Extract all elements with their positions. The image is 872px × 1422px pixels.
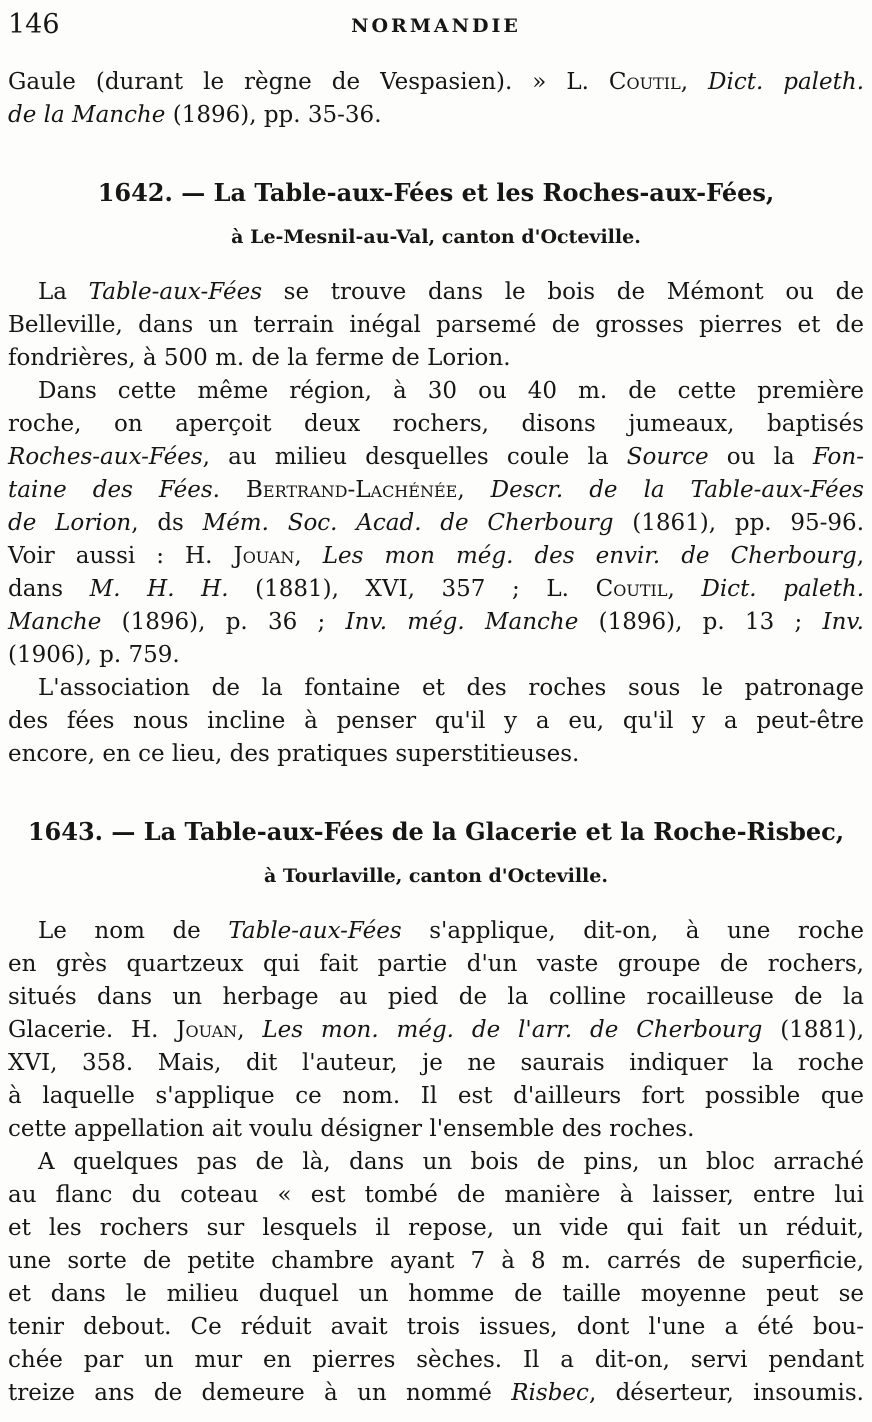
text-segment: chée par un mur en pierres sèches. Il a dit-on, servi pendant xyxy=(8,1347,864,1373)
text-line xyxy=(8,1245,864,1278)
text-line xyxy=(8,948,864,981)
text-line xyxy=(8,1212,864,1245)
text-segment: ou la xyxy=(708,444,813,470)
text-segment: Glacerie. H. xyxy=(8,1017,177,1043)
text-line xyxy=(8,99,864,132)
text-line xyxy=(8,705,864,738)
text-segment: Belleville, dans un terrain inégal parsemé de grosses pierres et de xyxy=(8,312,864,338)
text-line xyxy=(8,309,864,342)
text-segment: taine des Fées xyxy=(8,477,213,503)
text-line xyxy=(8,342,864,375)
text-segment: Le nom de xyxy=(38,918,229,944)
text-segment: Dict. paleth. xyxy=(701,576,865,602)
paragraph xyxy=(8,1146,864,1410)
text-segment: Gaule (durant le règne de Vespasien). » L. xyxy=(8,69,609,95)
text-segment: . xyxy=(212,477,247,503)
paragraph xyxy=(8,66,864,132)
text-line xyxy=(8,1014,864,1047)
text-segment: Coutil xyxy=(608,69,681,95)
text-line xyxy=(8,1344,864,1377)
text-line xyxy=(8,1179,864,1212)
text-line xyxy=(8,672,864,705)
text-segment: A quelques pas de là, dans un bois de pins, un bloc arraché xyxy=(38,1149,864,1175)
text-segment: Manche xyxy=(8,609,102,635)
text-segment: cette appellation ait voulu désigner l'ensemble des roches. xyxy=(8,1116,695,1142)
text-segment: Fon- xyxy=(812,444,864,470)
text-segment: Mém. Soc. Acad. de Cherbourg xyxy=(202,510,614,536)
text-segment: et dans le milieu duquel un homme de taille moyenne peut se xyxy=(8,1281,864,1307)
text-segment: de Lorion xyxy=(8,510,132,536)
page-number: 146 xyxy=(8,9,60,40)
text-segment: Inv. xyxy=(822,609,864,635)
text-segment: (1881), XVI, 357 ; L. xyxy=(228,576,596,602)
text-segment: Source xyxy=(626,444,709,470)
text-segment: M. H. H. xyxy=(89,576,229,602)
text-line xyxy=(8,1377,864,1410)
text-segment: , xyxy=(294,543,323,569)
text-segment: Table-aux-Fées xyxy=(88,279,262,305)
text-segment: Dans cette même région, à 30 ou 40 m. de cette première xyxy=(38,378,864,404)
text-segment: , au milieu desquelles coule la xyxy=(202,444,627,470)
text-segment: , xyxy=(457,477,491,503)
text-line xyxy=(8,474,864,507)
text-line xyxy=(8,573,864,606)
text-line xyxy=(8,1113,864,1146)
text-segment: treize ans de demeure à un nommé xyxy=(8,1380,512,1406)
text-segment: des fées nous incline à penser qu'il y a eu, qu'il y a peut-être xyxy=(8,708,864,734)
text-segment: Jouan xyxy=(176,1017,238,1043)
text-segment: s'applique, dit-on, à une roche xyxy=(401,918,864,944)
text-segment: situés dans un herbage au pied de la colline rocailleuse de la xyxy=(8,984,864,1010)
text-line xyxy=(8,408,864,441)
text-line xyxy=(8,441,864,474)
text-segment: , ds xyxy=(131,510,203,536)
text-line xyxy=(8,606,864,639)
text-segment: tenir debout. Ce réduit avait trois issues, dont l'une a été bou- xyxy=(8,1314,864,1340)
text-line xyxy=(8,66,864,99)
text-segment: Jouan xyxy=(233,543,295,569)
text-segment: Dict. paleth. xyxy=(708,69,865,95)
text-segment: encore, en ce lieu, des pratiques superstitieuses. xyxy=(8,741,580,767)
text-segment: Les mon. még. de l'arr. de Cherbourg xyxy=(262,1017,763,1043)
text-segment: en grès quartzeux qui fait partie d'un vaste groupe de rochers, xyxy=(8,951,864,977)
text-segment: , xyxy=(680,69,709,95)
text-segment: , déserteur, insoumis. xyxy=(588,1380,864,1406)
text-segment: au flanc du coteau « est tombé de manière à laisser, entre lui xyxy=(8,1182,864,1208)
text-segment: une sorte de petite chambre ayant 7 à 8 m. carrés de superficie, xyxy=(8,1248,864,1274)
text-segment: dans xyxy=(8,576,90,602)
text-line xyxy=(8,507,864,540)
page-content xyxy=(8,66,864,1410)
text-segment: (1896), pp. 35-36. xyxy=(172,102,382,128)
entry-subheading: à Tourlaville, canton d'Octeville. xyxy=(264,865,608,887)
text-segment: (1896), p. 13 ; xyxy=(578,609,823,635)
text-line xyxy=(8,276,864,309)
text-line xyxy=(8,981,864,1014)
text-segment: Risbec xyxy=(511,1380,589,1406)
text-line xyxy=(8,540,864,573)
text-segment: (1861), pp. 95-96. xyxy=(613,510,864,536)
text-segment: Roches-aux-Fées xyxy=(8,444,203,470)
text-segment: fondrières, à 500 m. de la ferme de Lorion. xyxy=(8,345,511,371)
text-segment: Bertrand-Lachénée xyxy=(246,477,458,503)
text-segment: se trouve dans le bois de Mémont ou de xyxy=(262,279,865,305)
text-segment: , xyxy=(237,1017,263,1043)
paragraph xyxy=(8,375,864,672)
entry-subheading: à Le-Mesnil-au-Val, canton d'Octeville. xyxy=(231,226,641,248)
text-segment: Voir aussi : H. xyxy=(8,543,234,569)
text-segment: et les rochers sur lesquels il repose, un vide qui fait un réduit, xyxy=(8,1215,864,1241)
text-segment: Inv. még. Manche xyxy=(345,609,579,635)
text-line xyxy=(8,375,864,408)
text-segment: Descr. de la Table-aux-Fées xyxy=(490,477,864,503)
text-segment: Les mon még. des envir. de Cherbourg xyxy=(322,543,857,569)
text-line xyxy=(8,1278,864,1311)
text-segment: roche, on aperçoit deux rochers, disons jumeaux, baptisés xyxy=(8,411,864,437)
paragraph xyxy=(8,915,864,1146)
text-segment: (1896), p. 36 ; xyxy=(101,609,346,635)
text-line xyxy=(8,1146,864,1179)
text-segment: Coutil xyxy=(595,576,668,602)
text-segment: de la Manche xyxy=(8,102,173,128)
text-segment: L'association de la fontaine et des roches sous le patronage xyxy=(38,675,864,701)
running-title: NORMANDIE xyxy=(351,15,521,37)
text-segment: à laquelle s'applique ce nom. Il est d'ailleurs fort possible que xyxy=(8,1083,864,1109)
text-line xyxy=(8,639,864,672)
text-segment: La xyxy=(38,279,89,305)
text-segment: , xyxy=(856,543,865,569)
text-segment: , xyxy=(667,576,702,602)
text-line xyxy=(8,1311,864,1344)
text-segment: XVI, 358. Mais, dit l'auteur, je ne saurais indiquer la roche xyxy=(8,1050,864,1076)
text-segment: (1906), p. 759. xyxy=(8,642,180,668)
text-segment: (1881), xyxy=(762,1017,865,1043)
text-line xyxy=(8,915,864,948)
paragraph xyxy=(8,276,864,375)
text-line xyxy=(8,1080,864,1113)
page-header xyxy=(8,10,864,44)
text-line xyxy=(8,738,864,771)
text-line xyxy=(8,1047,864,1080)
paragraph xyxy=(8,672,864,771)
entry-heading: 1642. — La Table-aux-Fées et les Roches-aux-Fées, xyxy=(97,178,775,207)
text-segment: Table-aux-Fées xyxy=(228,918,402,944)
entry-heading: 1643. — La Table-aux-Fées de la Glacerie et la Roche-Risbec, xyxy=(27,817,845,846)
